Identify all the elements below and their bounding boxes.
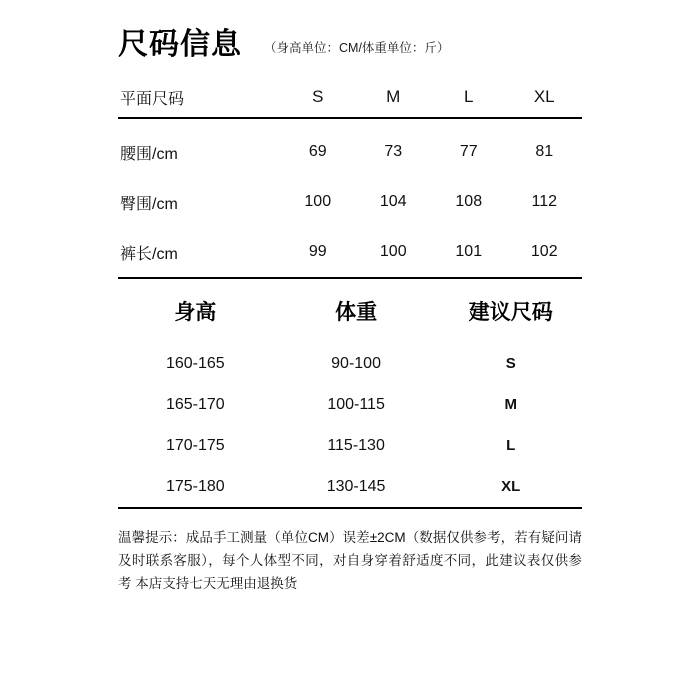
rec-weight-3: 115-130: [327, 436, 385, 454]
table-row: [118, 466, 582, 507]
rec-weight-1: 90-100: [331, 354, 381, 372]
recommend-col-height: 身高: [174, 301, 217, 324]
waist-l: 77: [459, 143, 478, 160]
hip-s: 100: [304, 193, 332, 210]
rec-height-1: 160-165: [165, 354, 225, 372]
size-table-col-label: 平面尺码: [120, 90, 185, 108]
size-table-body: [118, 118, 582, 277]
recommend-table-head: [118, 279, 582, 343]
rec-size-1: S: [505, 355, 516, 372]
size-table-head: [118, 77, 582, 118]
table-row: [118, 227, 582, 277]
row-label-hip: 臀围/cm: [120, 195, 178, 213]
length-l: 101: [455, 243, 483, 260]
table-row: [118, 177, 582, 227]
table-row: [118, 384, 582, 425]
size-table-header-row: [118, 77, 582, 118]
size-table-col-m: M: [386, 87, 401, 106]
rec-size-2: M: [504, 396, 517, 413]
size-table-col-xl: XL: [533, 87, 555, 106]
title-row: [118, 0, 582, 61]
rec-height-4: 175-180: [165, 477, 225, 495]
recommend-header-row: [118, 279, 582, 343]
size-table-col-l: L: [464, 87, 474, 106]
rec-size-4: XL: [501, 478, 521, 495]
hip-xl: 112: [531, 193, 557, 210]
row-label-length: 裤长/cm: [120, 245, 178, 263]
rec-height-2: 165-170: [165, 395, 225, 413]
table-row: [118, 425, 582, 466]
recommend-size-table: [118, 279, 582, 507]
length-s: 99: [308, 243, 327, 260]
unit-note: （身高单位：CM/体重单位：斤）: [264, 41, 450, 55]
recommend-col-weight: 体重: [335, 301, 378, 324]
size-measurement-table: [118, 77, 582, 277]
hip-m: 104: [379, 193, 407, 210]
rec-height-3: 170-175: [165, 436, 225, 454]
page-title: 尺码信息: [118, 28, 242, 61]
waist-xl: 81: [535, 143, 554, 160]
row-label-waist: 腰围/cm: [120, 145, 178, 163]
waist-m: 73: [384, 143, 403, 160]
divider-bottom: [118, 507, 582, 509]
length-xl: 102: [530, 243, 558, 260]
table-row: [118, 118, 582, 177]
size-table-col-s: S: [312, 87, 324, 106]
table-row: [118, 343, 582, 384]
hip-l: 108: [455, 193, 483, 210]
footer-note: 温馨提示：成品手工测量（单位CM）误差±2CM（数据仅供参考，若有疑问请及时联系客服），每个人体型不同，对自身穿着舒适度不同，此建议表仅供参考 本店支持七天无理由退换货: [118, 530, 582, 592]
waist-s: 69: [308, 143, 327, 160]
rec-weight-2: 100-115: [327, 395, 385, 413]
rec-weight-4: 130-145: [326, 477, 386, 495]
recommend-table-body: [118, 343, 582, 507]
recommend-col-size: 建议尺码: [468, 301, 553, 324]
rec-size-3: L: [506, 437, 516, 454]
length-m: 100: [379, 243, 407, 260]
